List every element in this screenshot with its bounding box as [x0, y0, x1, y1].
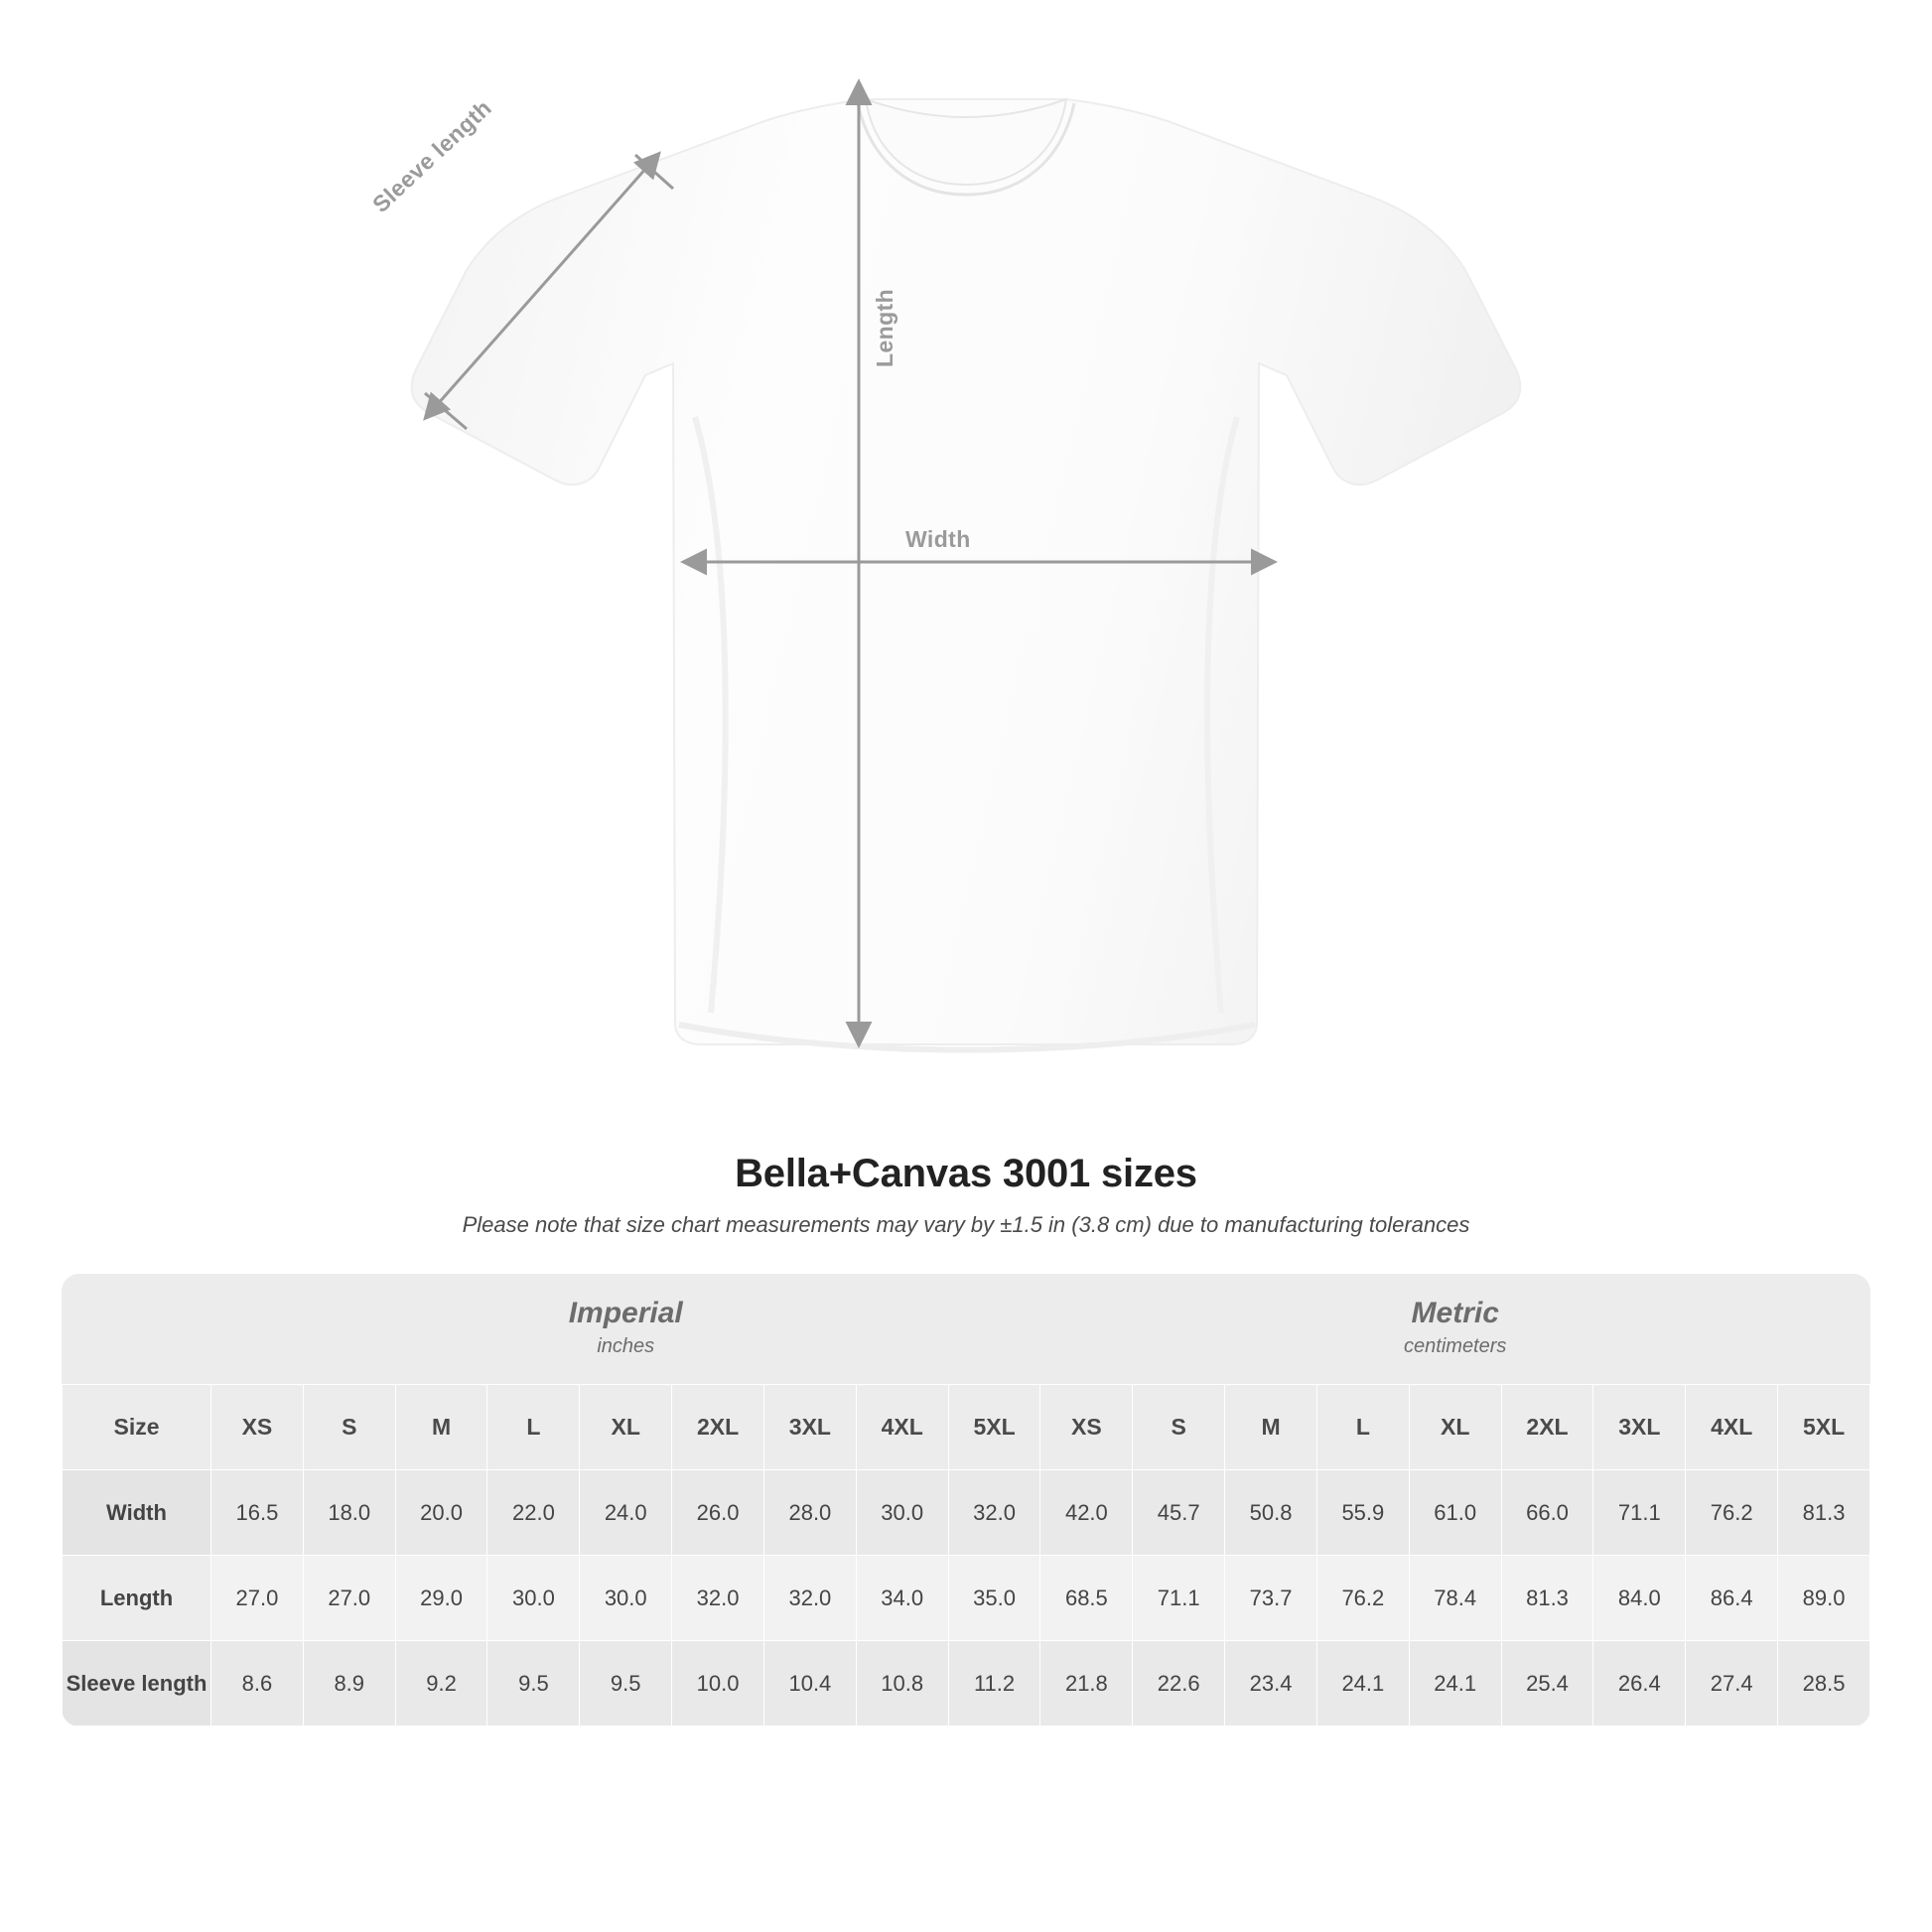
col-header-imperial-l: L	[487, 1385, 580, 1470]
cell-length-metric-s: 71.1	[1133, 1556, 1225, 1641]
cell-sleeve-imperial-5xl: 11.2	[948, 1641, 1040, 1726]
cell-sleeve-metric-s: 22.6	[1133, 1641, 1225, 1726]
cell-length-metric-xs: 68.5	[1040, 1556, 1133, 1641]
cell-length-metric-2xl: 81.3	[1501, 1556, 1593, 1641]
unit-header-row	[63, 1274, 1870, 1385]
cell-width-metric-3xl: 71.1	[1593, 1470, 1686, 1556]
col-header-metric-2xl: 2XL	[1501, 1385, 1593, 1470]
col-header-imperial-2xl: 2XL	[672, 1385, 764, 1470]
col-header-imperial-xs: XS	[211, 1385, 304, 1470]
cell-width-metric-l: 55.9	[1316, 1470, 1409, 1556]
col-header-metric-xs: XS	[1040, 1385, 1133, 1470]
unit-sub-metric: centimeters	[1404, 1335, 1507, 1357]
cell-sleeve-metric-xs: 21.8	[1040, 1641, 1133, 1726]
unit-header-metric	[1040, 1274, 1870, 1385]
cell-length-imperial-2xl: 32.0	[672, 1556, 764, 1641]
cell-width-metric-xl: 61.0	[1409, 1470, 1501, 1556]
col-header-imperial-xl: XL	[580, 1385, 672, 1470]
cell-width-imperial-l: 22.0	[487, 1470, 580, 1556]
col-header-imperial-s: S	[303, 1385, 395, 1470]
cell-width-metric-2xl: 66.0	[1501, 1470, 1593, 1556]
cell-sleeve-imperial-xl: 9.5	[580, 1641, 672, 1726]
cell-length-imperial-s: 27.0	[303, 1556, 395, 1641]
col-header-metric-5xl: 5XL	[1778, 1385, 1870, 1470]
cell-width-metric-4xl: 76.2	[1686, 1470, 1778, 1556]
cell-length-imperial-5xl: 35.0	[948, 1556, 1040, 1641]
cell-length-imperial-xs: 27.0	[211, 1556, 304, 1641]
cell-length-imperial-3xl: 32.0	[763, 1556, 856, 1641]
unit-header-imperial	[211, 1274, 1040, 1385]
page-title: Bella+Canvas 3001 sizes	[735, 1152, 1197, 1195]
cell-length-imperial-4xl: 34.0	[856, 1556, 948, 1641]
cell-width-metric-5xl: 81.3	[1778, 1470, 1870, 1556]
cell-sleeve-imperial-m: 9.2	[395, 1641, 487, 1726]
table-row	[63, 1556, 1870, 1641]
cell-sleeve-imperial-3xl: 10.4	[763, 1641, 856, 1726]
cell-length-imperial-xl: 30.0	[580, 1556, 672, 1641]
col-header-metric-xl: XL	[1409, 1385, 1501, 1470]
row-header-width: Width	[63, 1470, 211, 1556]
table-corner-cell	[63, 1274, 211, 1385]
cell-width-imperial-4xl: 30.0	[856, 1470, 948, 1556]
col-header-metric-l: L	[1316, 1385, 1409, 1470]
cell-length-metric-xl: 78.4	[1409, 1556, 1501, 1641]
table-row	[63, 1641, 1870, 1726]
col-header-imperial-m: M	[395, 1385, 487, 1470]
cell-sleeve-metric-xl: 24.1	[1409, 1641, 1501, 1726]
size-header-row	[63, 1385, 1870, 1470]
sleeve-length-dimension-label: Sleeve length	[367, 94, 496, 218]
cell-length-imperial-m: 29.0	[395, 1556, 487, 1641]
col-header-imperial-3xl: 3XL	[763, 1385, 856, 1470]
cell-width-imperial-xs: 16.5	[211, 1470, 304, 1556]
length-dimension-label: Length	[872, 288, 897, 367]
cell-sleeve-metric-m: 23.4	[1225, 1641, 1317, 1726]
cell-length-imperial-l: 30.0	[487, 1556, 580, 1641]
col-header-metric-3xl: 3XL	[1593, 1385, 1686, 1470]
cell-length-metric-l: 76.2	[1316, 1556, 1409, 1641]
table-row	[63, 1470, 1870, 1556]
col-header-metric-4xl: 4XL	[1686, 1385, 1778, 1470]
width-dimension-label: Width	[905, 526, 971, 552]
col-header-imperial-5xl: 5XL	[948, 1385, 1040, 1470]
cell-length-metric-m: 73.7	[1225, 1556, 1317, 1641]
cell-sleeve-imperial-2xl: 10.0	[672, 1641, 764, 1726]
cell-sleeve-metric-3xl: 26.4	[1593, 1641, 1686, 1726]
cell-sleeve-imperial-4xl: 10.8	[856, 1641, 948, 1726]
size-table-wrapper	[62, 1274, 1870, 1726]
cell-width-imperial-xl: 24.0	[580, 1470, 672, 1556]
unit-name-imperial: Imperial	[568, 1297, 683, 1329]
row-header-size: Size	[63, 1385, 211, 1470]
cell-width-imperial-3xl: 28.0	[763, 1470, 856, 1556]
cell-width-imperial-s: 18.0	[303, 1470, 395, 1556]
cell-width-metric-xs: 42.0	[1040, 1470, 1133, 1556]
cell-sleeve-metric-5xl: 28.5	[1778, 1641, 1870, 1726]
row-header-sleeve-length: Sleeve length	[63, 1641, 211, 1726]
unit-sub-imperial: inches	[597, 1335, 655, 1357]
col-header-metric-s: S	[1133, 1385, 1225, 1470]
title-block	[0, 1152, 1932, 1238]
cell-sleeve-imperial-xs: 8.6	[211, 1641, 304, 1726]
cell-width-metric-s: 45.7	[1133, 1470, 1225, 1556]
cell-width-imperial-5xl: 32.0	[948, 1470, 1040, 1556]
col-header-imperial-4xl: 4XL	[856, 1385, 948, 1470]
cell-length-metric-5xl: 89.0	[1778, 1556, 1870, 1641]
unit-name-metric: Metric	[1411, 1297, 1499, 1329]
cell-sleeve-metric-l: 24.1	[1316, 1641, 1409, 1726]
cell-width-imperial-m: 20.0	[395, 1470, 487, 1556]
tolerance-note: Please note that size chart measurements may vary by ±1.5 in (3.8 cm) due to manufacturing tolerances	[462, 1212, 1470, 1237]
cell-length-metric-4xl: 86.4	[1686, 1556, 1778, 1641]
col-header-metric-m: M	[1225, 1385, 1317, 1470]
cell-sleeve-imperial-l: 9.5	[487, 1641, 580, 1726]
row-header-length: Length	[63, 1556, 211, 1641]
cell-width-metric-m: 50.8	[1225, 1470, 1317, 1556]
cell-length-metric-3xl: 84.0	[1593, 1556, 1686, 1641]
cell-sleeve-metric-4xl: 27.4	[1686, 1641, 1778, 1726]
cell-sleeve-metric-2xl: 25.4	[1501, 1641, 1593, 1726]
cell-width-imperial-2xl: 26.0	[672, 1470, 764, 1556]
size-table	[62, 1274, 1870, 1726]
cell-sleeve-imperial-s: 8.9	[303, 1641, 395, 1726]
